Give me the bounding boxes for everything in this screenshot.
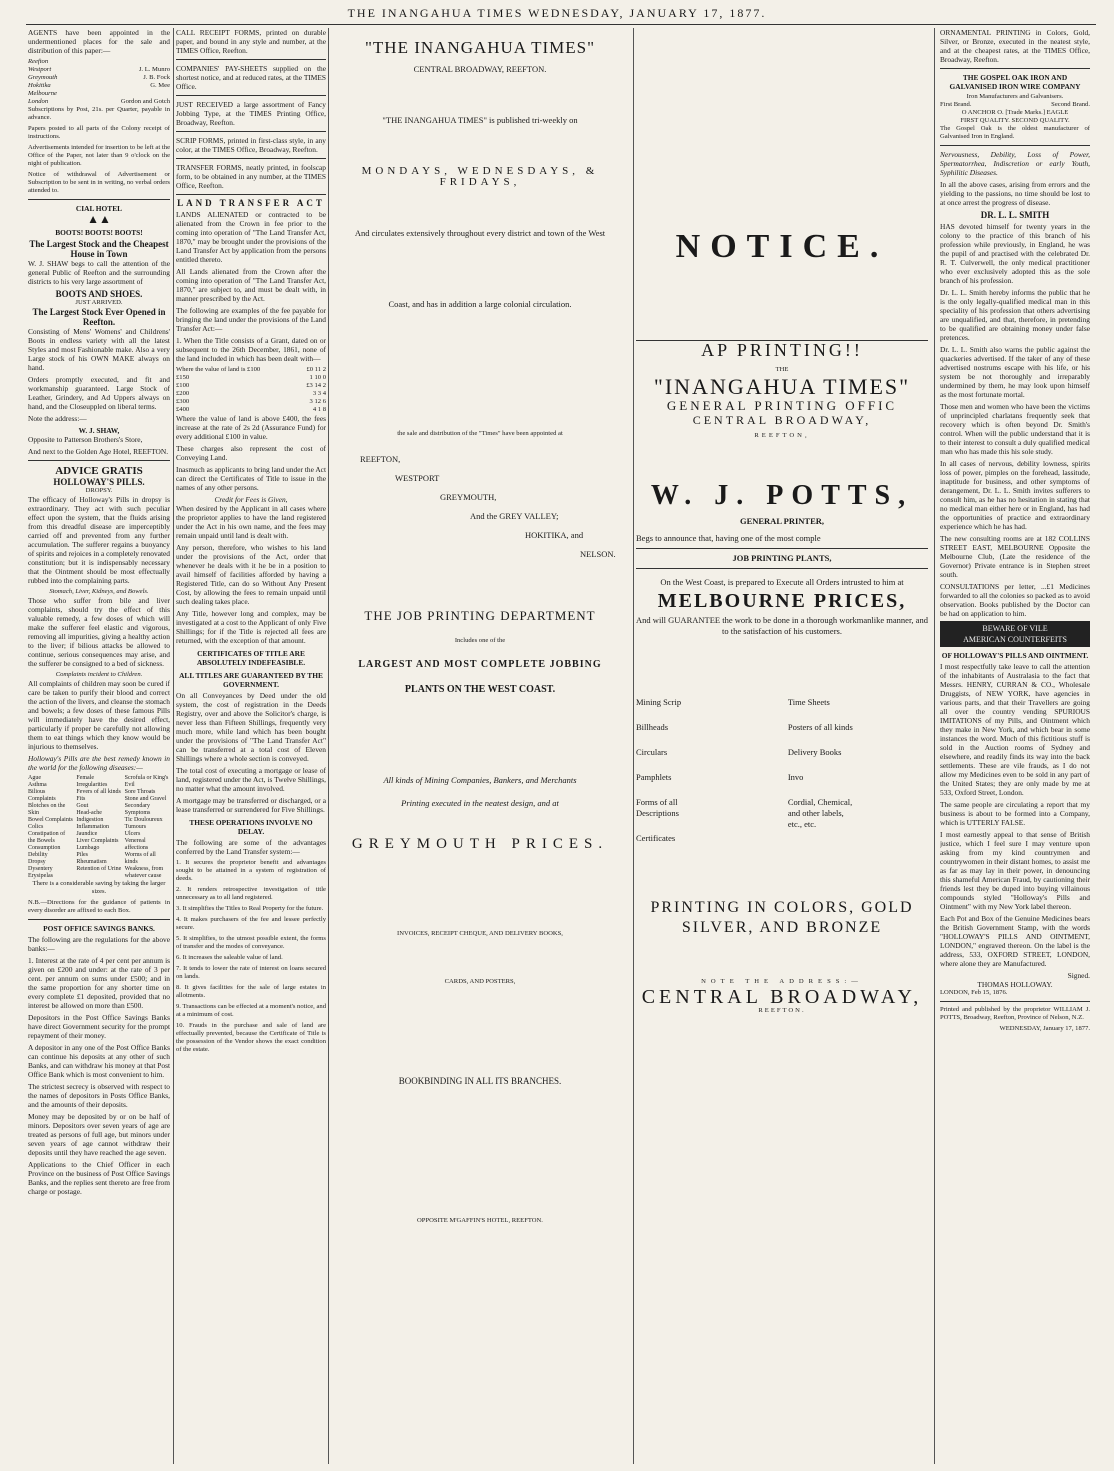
all-kinds-line: All kinds of Mining Companies, Bankers, and Merchants [383,775,577,785]
disease: Sore Throats [124,789,156,795]
agent-place: London [28,98,49,105]
spacer [330,239,630,299]
advice-heading: ADVICE GRATIS [55,465,143,477]
place-item: GREYMOUTH, [440,492,497,502]
advantage-item: 8. It gives facilities for the sale of large estates in allotments. [176,984,326,999]
known-for: Holloway's Pills are the best remedy known in the world for the following diseases:— [28,754,170,772]
advantage-item: 10. Frauds in the purchase and sale of land are effectually prevented, because the Certificate of Title is the possession of the Vendor shows the exact condition of the estate. [176,1022,326,1053]
disease: Piles [76,852,88,858]
advantage-item: 1. It secures the proprietor benefit and advantages sought to be attained in a system of registration of deeds. [176,859,326,882]
place-item: And the GREY VALLEY; [470,511,559,521]
holloway-body: The same people are circulating a report that my business is about to be formed into a Company, which is UTTERLY FALSE. [940,800,1090,827]
signer: THOMAS HOLLOWAY. [977,980,1053,989]
spacer [330,986,630,1076]
service-item: Posters of all kinds [787,722,853,732]
agent-name: J. B. Fock [143,74,170,81]
disease: Worms of all kinds [124,852,156,865]
divider [636,548,928,549]
diseases-list [28,775,170,880]
stomach-heading: Stomach, Liver, Kidneys, and Bowels. [49,588,149,595]
disease: Bilious Complaints [28,789,56,802]
column-rule [328,28,329,1464]
invoices-line: INVOICES, RECEIPT CHEQUE, AND DELIVERY BOOKS, [397,930,563,937]
agent-name: Gordon and Gotch [120,98,170,105]
rooms: The new consulting rooms are at 182 COLLINS STREET EAST, MELBOURNE Opposite the Melbourne Club, (Late the residence of the Governor) Private entrance is in Stephen street south. [940,534,1090,579]
agent-row [28,74,170,82]
fee-label: £200 [176,390,190,397]
place-item: NELSON. [580,549,616,559]
fee-label: £100 [176,382,190,389]
considerable: There is a considerable saving by taking the larger sizes. [32,880,166,895]
divider [636,568,928,569]
bookbinding-line: BOOKBINDING IN ALL ITS BRANCHES. [398,1076,562,1086]
times-heading: "INANGAHUA TIMES" [653,374,911,399]
dr-body: Dr. L. L. Smith hereby informs the public that he is the only legally-qualified medical man in this speciality of his profession that others advertising are unqualified, and that, therefore, in pretending to be qualified are obtaining money under false pretences. [940,288,1090,342]
just-received-ad: JUST RECEIVED a large assortment of Fancy Jobbing Type, at the TIMES Printing Office, Broadway, Reefton. [176,100,326,127]
divider [176,95,326,96]
brand-row [940,101,1090,109]
note-address: Note the address:— [28,414,87,423]
disease: Fevers of all kinds [76,789,121,795]
service-item: Pamphlets [636,772,672,782]
po-intro: The following are the regulations for the above banks:— [28,935,170,953]
service-item: Time Sheets [787,697,830,707]
agent-row [28,66,170,74]
disease: Ague [28,775,41,781]
fee-value: £0 11 2 [306,366,326,373]
disease: Colics [28,824,44,830]
disease: Gout [76,803,89,809]
just-arrived: JUST ARRIVED. [75,299,123,306]
fee-table [176,366,326,414]
spacer [330,809,630,839]
post-office-heading: POST OFFICE SAVINGS BANKS. [43,924,155,933]
divider [28,199,170,200]
subscriptions: Subscriptions by Post, 21s. per Quarter, payable in advance. [28,106,170,121]
column-5 [940,28,1090,1464]
column-1 [28,28,170,1464]
any-title: Any Title, however long and complex, may be investigated at a cost to the Applicant of only Five Shillings; for if the Title is rejected all fees are returned, with the exception of that amount. [176,609,326,645]
disease: Lumbago [76,845,100,851]
shaw-next-to: And next to the Golden Age Hotel, REEFTON. [28,447,169,456]
advantage-item: 6. It increases the saleable value of land. [176,954,283,961]
disease: Ulcers [124,831,141,837]
conveyancing: These charges also represent the cost of Conveying Land. [176,444,326,462]
job-dept: THE JOB PRINTING DEPARTMENT [364,608,596,623]
times-title: "THE INANGAHUA TIMES" [364,38,596,57]
divider [940,145,1090,146]
cards-line: CARDS, AND POSTERS, [444,978,516,985]
consultations: CONSULTATIONS per letter, ...£1 Medicines forwarded to all the colonies so packed as to avoid observation. Books published by the Doctor can be had on application to him. [940,582,1090,618]
boots-shoes: BOOTS AND SHOES. [55,289,143,299]
lands-alienated: LANDS ALIENATED or contracted to be alienated from the Crown in fee prior to the coming into operation of "The Land Transfer Act, 1870," may be brought under the provisions of the Land Transfer Act by application from the persons entitled thereto. [176,210,326,264]
agent-row [28,58,170,66]
services-left [636,697,776,858]
sign-date: LONDON, Feb 15, 1876. [940,989,1008,996]
po-item: Applications to the Chief Officer in each Province on the business of Post Office Savings Banks, and the replies sent thereto are free from charge or postage. [28,1160,170,1196]
agent-place: Greymouth [28,74,58,81]
place-item: REEFTON, [360,454,401,464]
fee-value: £3 14 2 [306,382,326,389]
agent-place: Westport [28,66,52,73]
masthead: THE INANGAHUA TIMES WEDNESDAY, JANUARY 17, 1877. [347,6,767,20]
disease: Stone and Gravel [124,796,167,802]
no-delay-heading: THESE OPERATIONS INVOLVE NO DELAY. [189,818,313,836]
spacer [330,621,630,637]
po-item: 1. Interest at the rate of 4 per cent per annum is given on £200 and under: at the rate of 3 per cent. per annum on sums under £500; and in the same proportion for any shorter time on every complete £1 deposited, provided that no interest be allowed on more than £500. [28,956,170,1010]
holloway-heading: OF HOLLOWAY'S PILLS AND OINTMENT. [941,651,1089,660]
disease: Bowel Complaints [28,817,73,823]
spacer [330,695,630,775]
po-item: The strictest secrecy is observed with respect to the names of depositors in Posts Office Banks, and the amounts of their deposits. [28,1082,170,1109]
disease: Constipation of the Bowels [28,831,66,844]
advantage-item: 9. Transactions can be effected at a moment's notice, and at a minimum of cost. [176,1003,326,1018]
fee-row [176,374,326,382]
imprint: Printed and published by the proprietor WILLIAM J. POTTS, Broadway, Reefton, Province of Nelson, N.Z. [940,1006,1090,1021]
general-printer: GENERAL PRINTER, [739,516,825,526]
divider [176,131,326,132]
spacer [330,850,630,930]
brand-marks: O ANCHOR O. [Trade Marks.] EAGLE [961,109,1069,116]
holloway-heading: HOLLOWAY'S PILLS. [53,477,145,487]
broadway-heading: CENTRAL BROADWAY, [641,986,923,1008]
spacer [330,75,630,115]
disease: Weakness, from whatever cause [124,866,164,879]
column-4 [636,28,928,1464]
brand-first: First Brand. [940,101,972,108]
disease: Fits [76,796,86,802]
disease: Consumption [28,845,61,851]
disease: Retention of Urine [76,866,122,872]
boots-heading: BOOTS! BOOTS! BOOTS! [55,228,143,237]
spacer [330,560,630,610]
advantages-intro: The following are some of the advantages conferred by the Land Transfer system:— [176,838,326,856]
in-all: In all the above cases, arising from errors and the yielding to the passions, no time should be lost to at once arrest the progress of disease. [940,180,1090,207]
spacer [330,1087,630,1217]
printing-executed-line: Printing executed in the neatest design, and at [401,798,559,808]
column-rule [633,28,634,1464]
colors-heading: PRINTING IN COLORS, GOLD SILVER, AND BRONZE [650,899,914,936]
land-transfer-heading: LAND TRANSFER ACT [177,198,325,208]
holloway-body: Each Pot and Box of the Genuine Medicines bears the British Government Stamp, with the words "HOLLOWAY'S PILLS AND OINTMENT, LONDON," engraved thereon. On the label is the address, 533, OXFORD STREET, LONDON, where alone they are Manufactured. [940,914,1090,968]
disease: Asthma [28,782,47,788]
credit-body: When desired by the Applicant in all cases where the proprietor applies to have the land registered under the Act in his own name, and the fees may remain unpaid until land is dealt with. [176,504,326,540]
fee-row [176,382,326,390]
disease: Liver Complaints [76,838,119,844]
divider [28,460,170,461]
children-body: All complaints of children may soon be cured if care be taken to purify their blood and correct the action of the livers, and cleanse the stomach and bowels; a few doses of these famous Pills will immediately have the desired effect, particularly if proper be carefully not allowing them to eat things which they know would be injurious to themselves. [28,679,170,751]
the-label: THE [775,366,789,373]
fees-note: Where the value of land is above £400, the fees increase at the rate of 2s 2d (Assurance Fund) for every additional £100 in value. [176,414,326,441]
service-item: Circulars [636,747,668,757]
spacer [330,670,630,684]
published-line: "THE INANGAHUA TIMES" is published tri-weekly on [382,115,578,125]
guaranteed-heading: ALL TITLES ARE GUARANTEED BY THE GOVERNMENT. [179,671,323,689]
plants-line: PLANTS ON THE WEST COAST. [404,684,556,695]
divider [28,919,170,920]
spacer [330,310,630,430]
boot-icon: ▲▲ [87,212,111,226]
disease: Indigestion [76,817,104,823]
brand-second: Second Brand. [1051,101,1090,108]
days-line: MONDAYS, WEDNESDAYS, & FRIDAYS, [361,165,599,188]
job-plants: JOB PRINTING PLANTS, [732,553,832,563]
fee-value: 4 1 8 [312,406,326,413]
scrip-ad: SCRIP FORMS, printed in first-class style, in any color, at the TIMES Office, Broadway, Reefton. [176,136,326,154]
po-item: Depositors in the Post Office Savings Banks have direct Government security for the prompt repayment of their money. [28,1013,170,1040]
column-2 [176,28,326,1464]
po-item: A depositor in any one of the Post Office Banks can continue his deposits at any other of such Banks, and can withdraw his money at that Post Office Bank which is most convenient to him. [28,1043,170,1079]
coast-line: Coast, and has in addition a large colonial circulation. [388,299,572,309]
cheap-printing: AP PRINTING!! [701,340,863,360]
spacer [636,28,928,228]
disease: Dropsy [28,859,46,865]
service-item: Mining Scrip [636,697,682,707]
place-item: HOKITIKA, and [525,530,584,540]
spacer [330,188,630,228]
services-right [788,697,928,858]
spacer [636,938,928,978]
disease: Tic Douloureux [124,817,163,823]
dr-body: Dr. L. L. Smith also warns the public against the quackeries advertised. If the taker of any of these advertised nostrums escape with his life, or his system be not thoroughly and irreparably undermined by them, he may look upon himself as the most fortunate mortal. [940,345,1090,399]
spacer [330,938,630,978]
disease: Inflammation [76,824,109,830]
service-item: Billheads [636,722,669,732]
shaw-name: W. J. SHAW, [78,426,120,435]
gospel-note: The Gospel Oak is the oldest manufacturer of Galvanised Iron in England. [940,125,1090,140]
agent-row [28,90,170,98]
reefton-heading: REEFTON, [754,432,810,439]
beware-line: BEWARE OF VILE [982,624,1048,633]
note-address: NOTE THE ADDRESS:— [701,978,863,985]
spacer [636,266,928,336]
agents-intro: AGENTS have been appointed in the undermentioned places for the sale and distribution of this paper:— [28,28,170,55]
papers-posted: Papers posted to all parts of the Colony receipt of instructions. [28,125,170,140]
advantage-item: 7. It tends to lower the rate of interest on loans secured on lands. [176,965,326,980]
disease: Dysentery [28,866,53,872]
spacer [636,637,928,697]
sale-dist-line: the sale and distribution of the "Times" have been appointed at [397,430,563,437]
office-heading: GENERAL PRINTING OFFIC [666,398,898,413]
largest-ever: The Largest Stock Ever Opened in Reefton. [32,307,166,327]
divider [940,1001,1090,1002]
greymouth-prices: GREYMOUTH PRICES. [351,836,609,852]
disease: Debility [28,852,48,858]
opposite-line: OPPOSITE M'GAFFIN'S HOTEL, REEFTON. [417,1217,543,1224]
fee-label: Where the value of land is £100 [176,366,261,373]
dropsy-body: The efficacy of Holloway's Pills in dropsy is extraordinary. They act with such peculiar effect upon the system, that the fluids arising from this dreadful disease are imperceptibly carried off and prevented from any further accumulation. The sufferer regains a buoyancy of spirits and rejoices in a completely renovated constitution; but it is indispensably necessary that the Ointment should be most effectually rubbed into the complaining parts. [28,495,170,585]
fee-row [176,398,326,406]
shaw-opposite: Opposite to Patterson Brothers's Store, [28,435,143,444]
orders: Orders promptly executed, and fit and workmanship guaranteed. Large Stock of Leather, Grindery, and Ad Uppers always on hand, and the Closeuppled on liberal terms. [28,375,170,411]
holloway-body: I most respectfully take leave to call the attention of the inhabitants of Australasia to the fact that Messrs. HENRY, CURRAN & CO., Wholesale Druggists, of NEW YORK, have agencies in various parts, and that their Travellers are going all over the country vending SPURIOUS IMITATIONS of my Pills, and Ointment which they make in New York, and which bear in some instances the word. Much of this fictitious stuff is sold in the Auction rooms of Sydney and elsewhere, and readily finds its way into the back settlements. These are vile frauds, as I do not allow my Medicines even to be sold in any part of the United States; they are only made by me at 533, Oxford Street, London. [940,662,1090,797]
fee-value: 3 3 4 [312,390,326,397]
call-receipt-ad: CALL RECEIPT FORMS, printed on durable paper, and bound in any style and number, at the TIMES Office, Reefton. [176,28,326,55]
fee-value: 1 10 0 [309,374,326,381]
nb-note: N.B.—Directions for the guidance of patients in every disorder are affixed to each Box. [28,899,170,914]
column-rule [173,28,174,1464]
advertisements: Advertisements intended for insertion to be left at the Office of the Paper, not later than 9 o'clock on the night of publication. [28,144,170,167]
disease: Tumours [124,824,147,830]
certificates-heading: CERTIFICATES OF TITLE ARE ABSOLUTELY INDEFEASIBLE. [196,649,306,667]
dr-body: HAS devoted himself for twenty years in the colony to the practice of this branch of his profession while previously, in England, he was the pupil of and practised with the celebrated Dr. R. T. Culverwell, the only medical practitioner who ever exclusively adopted this as the sole branch of his profession. [940,222,1090,285]
agent-place: Melbourne [28,90,57,97]
times-address: CENTRAL BROADWAY, REEFTON. [413,64,547,74]
potts-heading: W. J. POTTS, [650,480,914,511]
circulates-line: And circulates extensively throughout every district and town of the West [354,228,606,238]
credit-heading: Credit for Fees is Given, [214,495,288,504]
disease: Jaundice [76,831,98,837]
disease: Blotches on the Skin [28,803,66,816]
brand-quality: FIRST QUALITY. SECOND QUALITY. [960,117,1070,124]
advantage-item: 4. It makes purchasers of the fee and lessee perfectly secure. [176,916,326,931]
advantage-item: 2. It renders retrospective investigation of title unnecessary as to all land registered. [176,886,326,901]
disease: Scrofula or King's Evil [124,775,169,788]
fee-label: £300 [176,398,190,405]
spacer [330,126,630,166]
consisting: Consisting of Mens' Womens' and Childrens' Boots in endless variety with all the latest Styles and most Fashionable make. Also a very Large stock of his OWN MAKE always on hand. [28,327,170,372]
divider [940,68,1090,69]
dr-heading: DR. L. L. SMITH [980,210,1050,220]
advantage-item: 3. It simplifies the Titles to Real Property for the future. [176,905,324,912]
fee-value: 3 12 6 [309,398,326,405]
american-line: AMERICAN COUNTERFEITS [963,635,1067,644]
guarantee-line: And will GUARANTEE the work to be done in a thorough workmanlike manner, and to the satisfaction of his customers. [636,615,928,636]
ornamental-ad: ORNAMENTAL PRINTING in Colors, Gold, Silver, or Bronze, executed in the neatest style, and at the cheapest rates, at the TIMES Office, Broadway, Reefton. [940,28,1090,64]
agent-name: G. Mee [150,82,170,89]
divider [176,59,326,60]
imprint-date: WEDNESDAY, January 17, 1877. [999,1025,1090,1032]
masthead-rule [26,24,1096,25]
disease: Rheumatism [76,859,107,865]
divider [176,158,326,159]
holloway-body: I most earnestly appeal to that sense of British justice, which I feel sure I may venture upon asking from my kind countrymen and countrywomen in their distant homes, to assist me as far as may lay in their power, in denouncing this shameful American Fraud, by cautioning their friends lest they be duped into buying villainous compounds styled "Holloway's Pills and Ointment" with my New York label thereon. [940,830,1090,911]
fee-label: £150 [176,374,190,381]
gospel-heading: THE GOSPEL OAK IRON AND GALVANISED IRON WIRE COMPANY [949,73,1081,91]
begs-line: Begs to announce that, having one of the most comple [636,533,821,543]
nervousness: Nervousness, Debility, Loss of Power, Spermatorrhea, Indiscretion or early Youth, Syphilitic Diseases. [940,150,1090,177]
melbourne-prices: MELBOURNE PRICES, [657,590,907,612]
disease: Venereal affections [124,838,149,851]
divider [176,194,326,195]
service-item: Invo [787,772,804,782]
spacer [330,645,630,659]
fee-row [176,406,326,414]
spacer [330,786,630,798]
agent-row [28,98,170,106]
column-3 [330,28,630,1464]
agent-place: Reefton [28,58,49,65]
central-heading: CENTRAL BROADWAY, [692,413,872,427]
dropsy-heading: DROPSY. [85,487,113,494]
service-item: Cordial, Chemical, and other labels, etc., etc. [787,797,853,829]
example-1: 1. When the Title consists of a Grant, dated on or subsequent to the 26th December, 1861, none of the land included in which has been dealt with— [176,336,326,363]
hotel-heading: CIAL HOTEL [75,204,123,213]
dr-body: In all cases of nervous, debility lowness, spirits loss of power, pimples on the forehead, lassitude, inaptitude for business, and other symptoms of derangement, Dr. L. L. Smith invites sufferers to consult him, as he has no hesitation in stating that no medical man either here or in England, has had the opportunities of practice and extraordinary experience which he has had. [940,459,1090,531]
spacer [636,440,928,480]
notice-heading: NOTICE. [675,228,889,265]
total-cost: The total cost of executing a mortgage or lease of land, registered under the Act, is Twelve Shillings, no matter what the amount involved. [176,766,326,793]
transfer-ad: TRANSFER FORMS, neatly printed, in foolscap form, to be obtained in any number, at the TIMES Office, Reefton. [176,163,326,190]
examples-intro: The following are examples of the fee payable for bringing the land under the provisions of the Land Transfer Act:— [176,306,326,333]
fee-row [176,390,326,398]
dr-body: Those men and women who have been the victims of unprincipled charlatans frequently seek that recovery which is often beyond Dr. Smith's control. When will the public understand that it is to their interest to consult a duly qualified medical man who has made this his sole study. [940,402,1090,456]
disease: Secondary Symptoms [124,803,151,816]
place-item: WESTPORT [395,473,440,483]
column-rule [934,28,935,1464]
stomach-body: Those who suffer from bile and liver complaints, should try the effect of this valuable remedy, a few doses of which will make the sufferer feel elastic and vigorous, removing all impurities, giving a healthy action to the liver; if bilious attacks be allowed to continue, serious consequences may arise, and the sufferer be consigned to a bed of sickness. [28,596,170,668]
largest-line: LARGEST AND MOST COMPLETE JOBBING [358,659,602,670]
beware-banner [940,621,1090,647]
spacer [636,858,928,898]
notice-withdrawal: Notice of withdrawal of Advertisement or Subscription to be sent in in writing, no verbal orders attended to. [28,171,170,194]
mortgage: A mortgage may be transferred or discharged, or a lease transferred or surrendered for Five Shillings. [176,796,326,814]
shaw-body: W. J. SHAW begs to call the attention of the general Public of Reefton and the surrounding districts to his very large assortment of [28,259,170,286]
service-item: Delivery Books [787,747,842,757]
fee-row [176,366,326,374]
advantage-item: 5. It simplifies, to the utmost possible extent, the forms of transfer and the modes of conveyance. [176,935,326,950]
on-coast: On the West Coast, is prepared to Execute all Orders intrusted to him at [660,577,904,587]
disease: Head-ache [76,810,102,816]
disease: Female Irregularities [76,775,108,788]
agents-list [28,58,170,106]
all-lands: All Lands alienated from the Crown after the coming into operation of "The Land Transfer Act, 1870," are subject to, and must be dealt with, in manner prescribed by the Act. [176,267,326,303]
companies-ad: COMPANIES' PAY-SHEETS supplied on the shortest notice, and at reduced rates, at the TIMES Office. [176,64,326,91]
signed: Signed. [1067,971,1090,980]
largest-stock: The Largest Stock and the Cheapest House in Town [29,239,169,259]
agent-row [28,82,170,90]
conveyances: On all Conveyances by Deed under the old system, the cost of registration in the Deeds Registry, over and above the Solicitor's charge, is never less than Fifteen Shillings, frequently very much more, while land which has been bought under the provisions of "The Land Transfer Act" can be transferred at a total cost of Eleven Shillings where a whole section is conveyed. [176,691,326,763]
service-item: Forms of all Descriptions [636,797,679,818]
disease: Erysipelas [28,873,53,879]
po-item: Money may be deposited by or on be half of minors. Depositors over seven years of age are treated as persons of full age, but minors under seven years of age cannot withdraw their deposits until they have reached the age seven. [28,1112,170,1157]
agent-name: J. L. Munro [138,66,170,73]
spacer [330,438,630,454]
children-heading: Complaints incident to Children. [55,671,143,678]
gospel-sub: Iron Manufacturers and Galvanisers. [966,93,1064,100]
any-person: Any person, therefore, who wishes to his land under the provisions of the Act, order that whenever he deals with it he be in a position to avail himself of facilities afforded by having a Registered Title, can do so Without Any Present Cost, by allowing the fees to remain unpaid until such dealing takes place. [176,543,326,606]
service-item: Certificates [636,833,676,843]
includes-line: Includes one of the [454,637,506,644]
reefton-footer: REEFTON. [758,1007,806,1014]
agent-place: Hokitika [28,82,51,89]
fee-label: £400 [176,406,190,413]
insurance: Inasmuch as applicants to bring land under the Act can direct the Certificates of Title to issue in the names of any other persons. [176,465,326,492]
services-list [636,697,928,858]
